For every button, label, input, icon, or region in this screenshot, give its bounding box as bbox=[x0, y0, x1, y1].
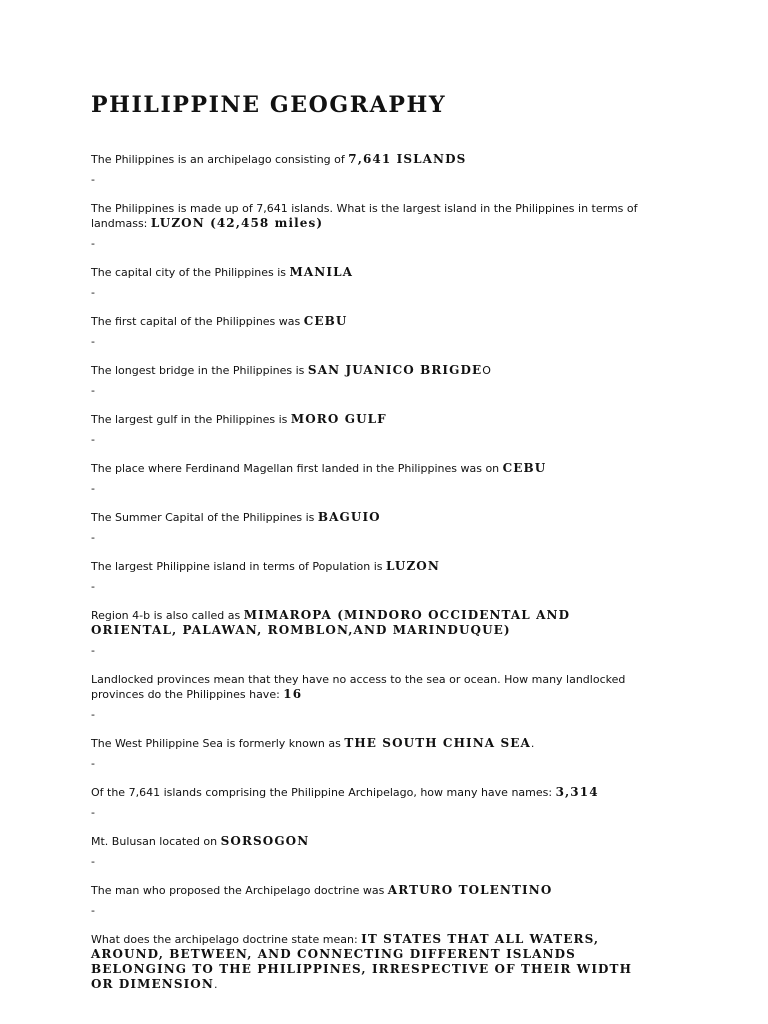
separator: - bbox=[91, 482, 95, 495]
question-item bbox=[91, 932, 651, 992]
answer-text: 16 bbox=[283, 687, 303, 701]
separator: - bbox=[91, 855, 95, 868]
question-item bbox=[91, 736, 651, 751]
answer-text: CEBU bbox=[502, 461, 547, 475]
answer-text: 7,641 ISLANDS bbox=[348, 152, 467, 166]
separator: - bbox=[91, 757, 95, 770]
question-text: What does the archipelago doctrine state mean: bbox=[91, 933, 362, 946]
question-text: The West Philippine Sea is formerly known as bbox=[91, 737, 345, 750]
answer-text: MORO GULF bbox=[290, 412, 387, 426]
question-text: The largest gulf in the Philippines is bbox=[91, 413, 291, 426]
answer-tail: . bbox=[213, 978, 218, 991]
answer-text: ARTURO TOLENTINO bbox=[387, 883, 553, 897]
question-item bbox=[91, 412, 651, 427]
question-text: The capital city of the Philippines is bbox=[91, 266, 290, 279]
separator: - bbox=[91, 433, 95, 446]
question-text: The largest Philippine island in terms of Population is bbox=[91, 560, 386, 573]
question-item bbox=[91, 265, 651, 280]
question-text: The Philippines is made up of 7,641 islands. What is the largest island in the Philippines in terms of landmass: bbox=[91, 202, 638, 230]
question-text: The man who proposed the Archipelago doctrine was bbox=[91, 884, 388, 897]
answer-text: LUZON bbox=[386, 559, 440, 573]
answer-text: SAN JUANICO BRIGDE bbox=[307, 363, 483, 377]
answer-text: LUZON (42,458 miles) bbox=[150, 216, 324, 230]
question-item bbox=[91, 834, 651, 849]
separator: - bbox=[91, 904, 95, 917]
question-item bbox=[91, 461, 651, 476]
separator: - bbox=[91, 644, 95, 657]
question-item bbox=[91, 883, 651, 898]
answer-text: SORSOGON bbox=[220, 834, 310, 848]
question-text: The Philippines is an archipelago consisting of bbox=[91, 153, 349, 166]
question-item bbox=[91, 785, 651, 800]
answer-text: IT STATES THAT ALL WATERS, AROUND, BETWEEN, AND CONNECTING DIFFERENT ISLANDS BELONGING TO THE PHILIPPINES, IRRESPECTIVE OF THEIR WIDTH OR DIMENSION bbox=[91, 932, 633, 991]
question-item bbox=[91, 201, 651, 231]
question-list bbox=[91, 152, 651, 992]
question-text: The place where Ferdinand Magellan first landed in the Philippines was on bbox=[91, 462, 503, 475]
question-item bbox=[91, 608, 651, 638]
answer-text: THE SOUTH CHINA SEA bbox=[344, 736, 531, 750]
question-item bbox=[91, 152, 651, 167]
separator: - bbox=[91, 286, 95, 299]
answer-tail: . bbox=[530, 737, 535, 750]
separator: - bbox=[91, 384, 95, 397]
question-text: The longest bridge in the Philippines is bbox=[91, 364, 308, 377]
question-text: The Summer Capital of the Philippines is bbox=[91, 511, 318, 524]
page-title: PHILIPPINE GEOGRAPHY bbox=[91, 92, 447, 118]
question-text: Of the 7,641 islands comprising the Philippine Archipelago, how many have names: bbox=[91, 786, 556, 799]
separator: - bbox=[91, 173, 95, 186]
separator: - bbox=[91, 335, 95, 348]
separator: - bbox=[91, 708, 95, 721]
question-item bbox=[91, 672, 651, 702]
question-item bbox=[91, 314, 651, 329]
separator: - bbox=[91, 531, 95, 544]
separator: - bbox=[91, 237, 95, 250]
question-item bbox=[91, 363, 651, 378]
question-text: The first capital of the Philippines was bbox=[91, 315, 304, 328]
answer-text: 3,314 bbox=[555, 785, 599, 799]
answer-text: MANILA bbox=[289, 265, 354, 279]
answer-text: MIMAROPA (MINDORO OCCIDENTAL AND ORIENTAL, PALAWAN, ROMBLON,AND MARINDUQUE) bbox=[91, 608, 571, 637]
question-text: Region 4-b is also called as bbox=[91, 609, 244, 622]
question-item bbox=[91, 559, 651, 574]
answer-text: CEBU bbox=[303, 314, 348, 328]
separator: - bbox=[91, 806, 95, 819]
question-text: Mt. Bulusan located on bbox=[91, 835, 221, 848]
answer-text: BAGUIO bbox=[317, 510, 381, 524]
separator: - bbox=[91, 580, 95, 593]
answer-tail: O bbox=[482, 364, 491, 377]
question-text: Landlocked provinces mean that they have no access to the sea or ocean. How many landlocked provinces do the Philippines have: bbox=[91, 673, 626, 701]
question-item bbox=[91, 510, 651, 525]
